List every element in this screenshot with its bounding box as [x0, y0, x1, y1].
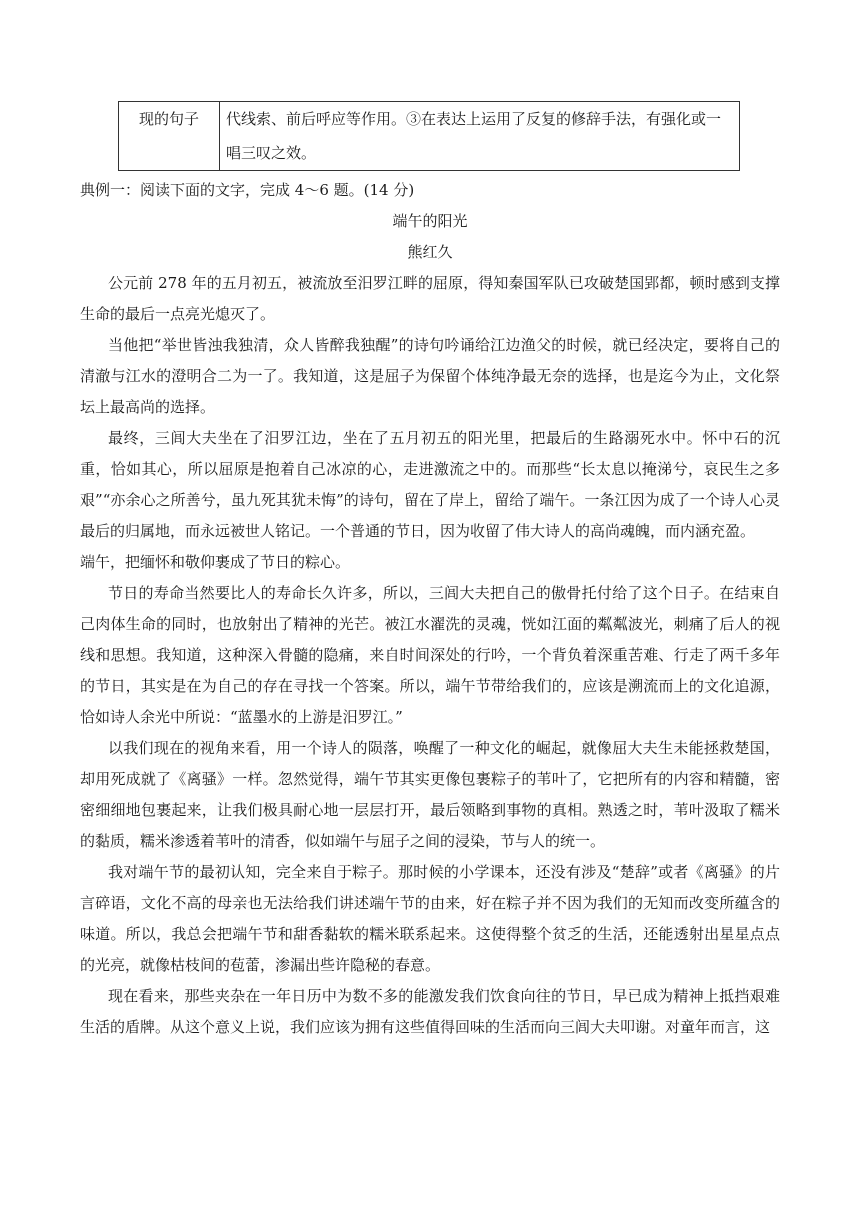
article-title: 端午的阳光: [392, 212, 468, 230]
paragraph: 以我们现在的视角来看，用一个诗人的陨落，唤醒了一种文化的崛起，就像屈大夫生未能拯救楚国，却用死成就了《离骚》一样。忽然觉得，端午节其实更像包裹粽子的苇叶了，它把所有的内容和精髓，密密细细地包裹起来，让我们极具耐心地一层层打开，最后领略到事物的真相。熟透之时，苇叶汲取了糯米的黏质，糯米渗透着苇叶的清香，似如端午与屈子之间的浸染，节与人的统一。: [80, 739, 780, 850]
reference-table: [118, 101, 740, 171]
paragraph: 我对端午节的最初认知，完全来自于粽子。那时候的小学课本，还没有涉及“楚辞”或者《离骚》的片言碎语，文化不高的母亲也无法给我们讲述端午节的由来，好在粽子并不因为我们的无知而改变所蕴含的味道。所以，我总会把端午节和甜香黏软的糯米联系起来。这使得整个贫乏的生活，还能透射出星星点点的光亮，就像枯枝间的苞蕾，渗漏出些许隐秘的春意。: [80, 863, 780, 974]
paragraph: 现在看来，那些夹杂在一年日历中为数不多的能激发我们饮食向往的节日，早已成为精神上抵挡艰难生活的盾牌。从这个意义上说，我们应该为拥有这些值得回味的生活而向三闾大夫叩谢。对童年而言，这: [80, 987, 780, 1036]
document-body: [80, 175, 780, 1043]
article-author: 熊红久: [407, 243, 453, 261]
paragraph: 公元前 278 年的五月初五，被流放至汨罗江畔的屈原，得知秦国军队已攻破楚国郢都，顿时感到支撑生命的最后一点亮光熄灭了。: [80, 274, 780, 323]
example-intro: 典例一：阅读下面的文字，完成 4～6 题。(14 分): [80, 181, 415, 199]
paragraph: 端午，把缅怀和敬仰裹成了节日的粽心。: [80, 553, 351, 571]
table-cell-content: 代线索、前后呼应等作用。③在表达上运用了反复的修辞手法，有强化或一唱三叹之效。: [220, 102, 740, 171]
table-row: [119, 102, 740, 171]
paragraph: 最终，三闾大夫坐在了汨罗江边，坐在了五月初五的阳光里，把最后的生路溺死水中。怀中石的沉重，恰如其心，所以屈原是抱着自己冰凉的心，走进激流之中的。而那些“长太息以掩涕兮，哀民生之多艰”“亦余心之所善兮，虽九死其犹未悔”的诗句，留在了岸上，留给了端午。一条江因为成了一个诗人心灵最后的归属地，而永远被世人铭记。一个普通的节日，因为收留了伟大诗人的高尚魂魄，而内涵充盈。: [80, 429, 780, 540]
paragraph: 节日的寿命当然要比人的寿命长久许多，所以，三闾大夫把自己的傲骨托付给了这个日子。在结束自己肉体生命的同时，也放射出了精神的光芒。被江水濯洗的灵魂，恍如江面的粼粼波光，刺痛了后人的视线和思想。我知道，这种深入骨髓的隐痛，来自时间深处的行吟，一个背负着深重苦难、行走了两千多年的节日，其实是在为自己的存在寻找一个答案。所以，端午节带给我们的，应该是溯流而上的文化追源，恰如诗人余光中所说：“蓝墨水的上游是汨罗江。”: [80, 584, 780, 726]
paragraph: 当他把“举世皆浊我独清，众人皆醉我独醒”的诗句吟诵给江边渔父的时候，就已经决定，要将自己的清澈与江水的澄明合二为一了。我知道，这是屈子为保留个体纯净最无奈的选择，也是迄今为止，文化祭坛上最高尚的选择。: [80, 336, 780, 416]
table-cell-label: 现的句子: [119, 102, 220, 171]
